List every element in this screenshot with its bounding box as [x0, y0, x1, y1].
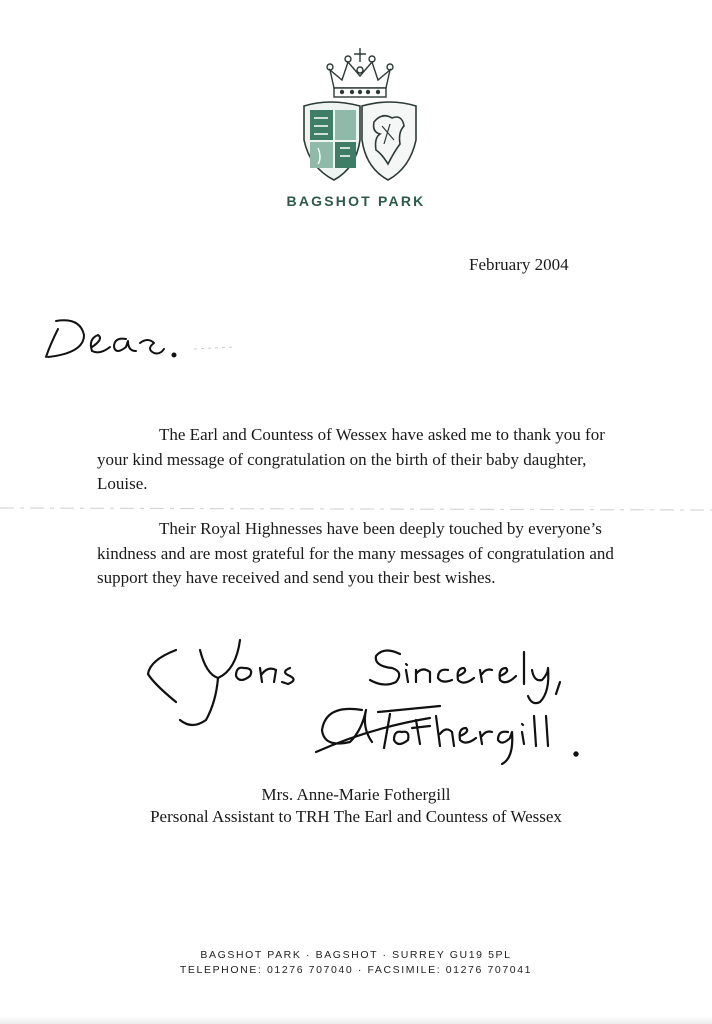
fold-line: [0, 502, 712, 516]
body-paragraph-2: [97, 517, 617, 591]
footer-phone: TELEPHONE: 01276 707040 · FACSIMILE: 01276 707041: [179, 964, 533, 976]
salutation: [44, 305, 244, 375]
letter-date: February 2004: [469, 255, 569, 274]
signer-name: Mrs. Anne-Marie Fothergill: [261, 785, 451, 804]
handwritten-signature: [140, 632, 610, 772]
footer-address: BAGSHOT PARK · BAGSHOT · SURREY GU19 5PL: [200, 949, 512, 961]
letterhead-title: BAGSHOT PARK: [286, 193, 426, 209]
page-bottom-edge: [0, 1016, 712, 1024]
royal-crest-icon: [290, 40, 430, 190]
body-paragraph-2-text: Their Royal Highnesses have been deeply touched by everyone’s kindness and are most grateful for the many messages of congratulation and support they have received and send you their best wishes.: [97, 519, 614, 587]
body-paragraph-1: [97, 423, 617, 497]
signer-title: Personal Assistant to TRH The Earl and Countess of Wessex: [150, 807, 562, 826]
body-paragraph-1-text: The Earl and Countess of Wessex have asked me to thank you for your kind message of congratulation on the birth of their baby daughter, Louise.: [97, 425, 605, 493]
